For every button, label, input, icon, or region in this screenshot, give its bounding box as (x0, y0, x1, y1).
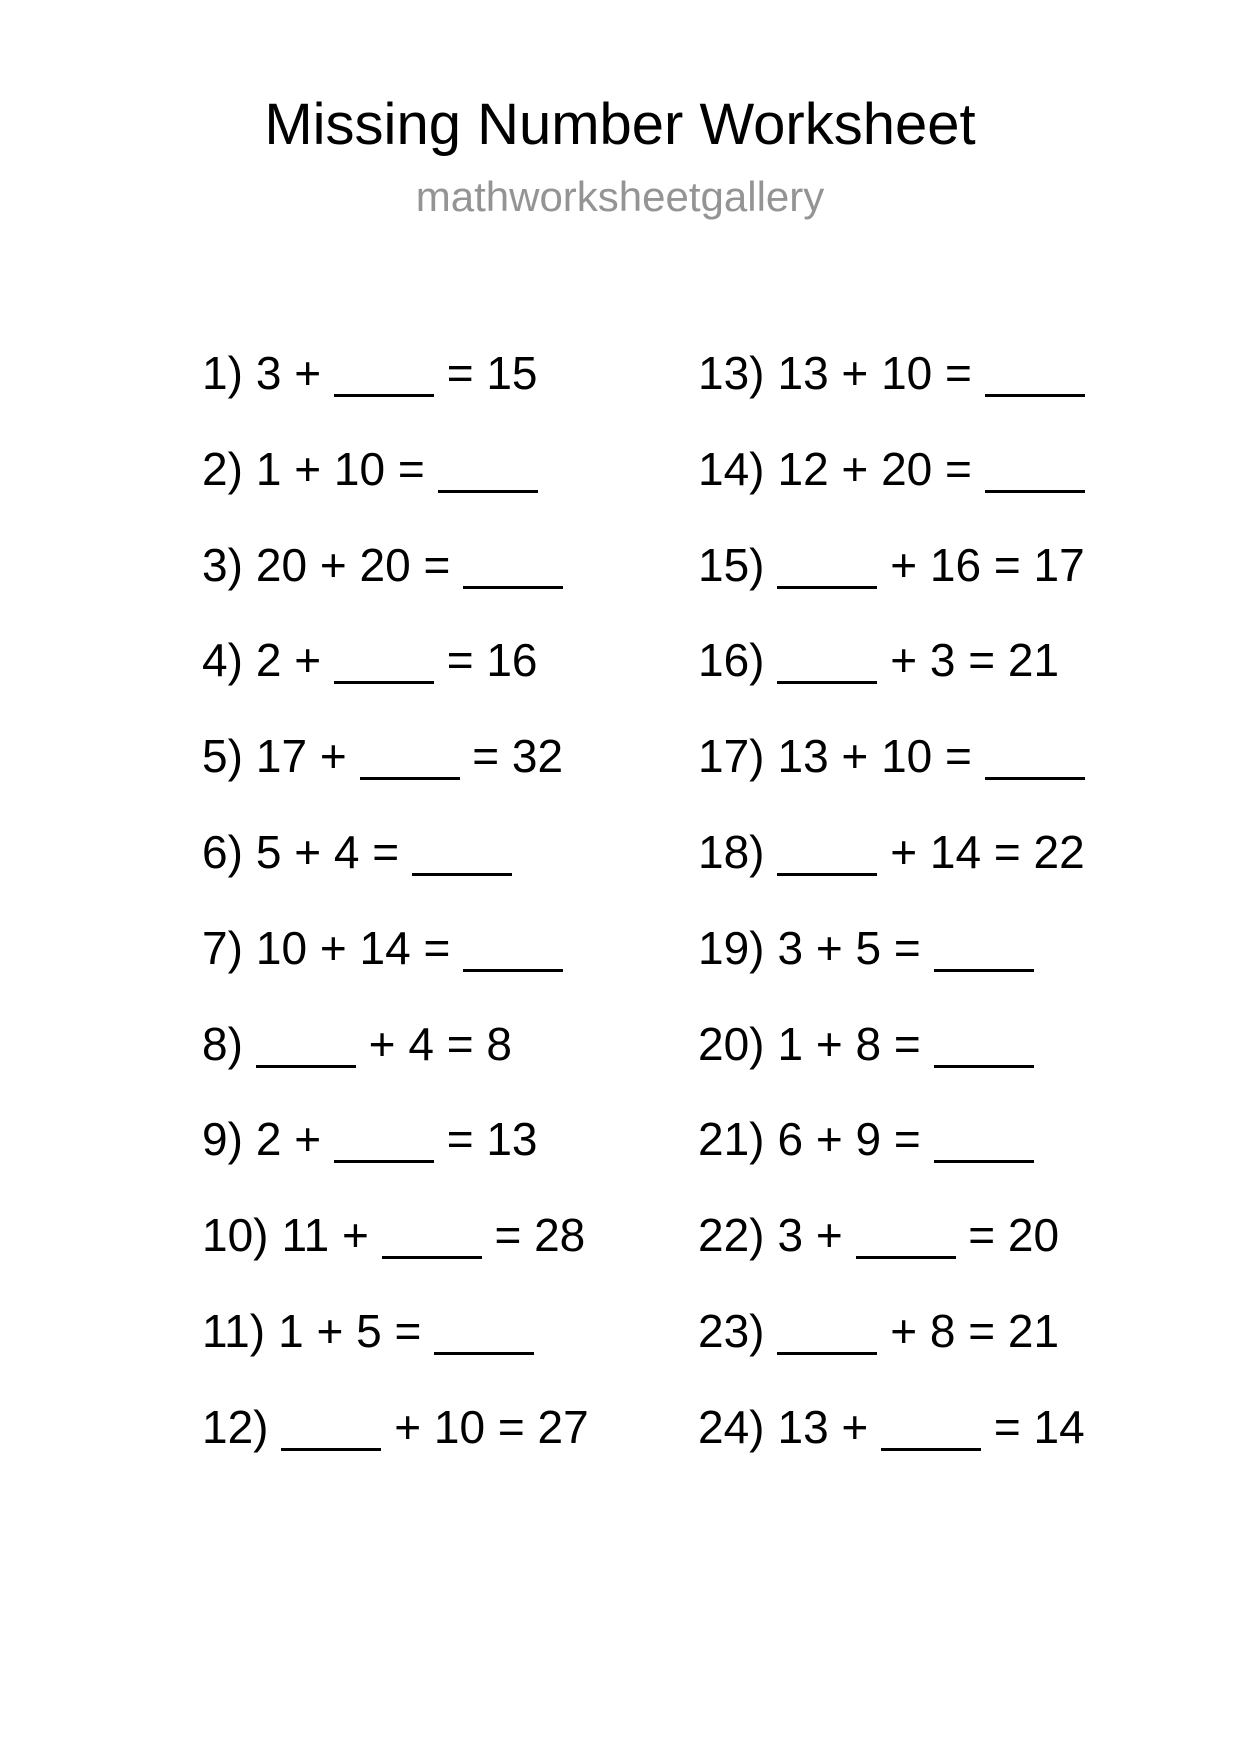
problem-after-text: = 28 (481, 1209, 586, 1262)
problem-row (698, 326, 1238, 422)
problem-row (698, 1284, 1238, 1380)
answer-blank (334, 681, 434, 684)
problem-number: 19) (698, 921, 765, 974)
problem-after-text: = 20 (955, 1209, 1060, 1262)
problem-number: 10) (202, 1209, 269, 1262)
problem-row (698, 518, 1238, 614)
problem-row (202, 1092, 698, 1188)
answer-blank (438, 490, 538, 493)
problem-after-text: = 32 (459, 730, 564, 783)
answer-blank (434, 1352, 534, 1355)
problem-after-text: + 8 = 21 (877, 1304, 1060, 1357)
problem-number: 12) (202, 1400, 269, 1453)
problem-row (202, 422, 698, 518)
problem-number: 14) (698, 442, 765, 495)
problem-number: 1) (202, 347, 243, 399)
problem-before-text: 13 + 10 = (777, 730, 985, 783)
problem-row (698, 1092, 1238, 1188)
problem-after-text: + 4 = 8 (355, 1017, 512, 1070)
problem-number: 16) (698, 634, 765, 687)
problem-number: 22) (698, 1209, 765, 1262)
answer-blank (360, 777, 460, 780)
problem-before-text: 17 + (255, 730, 360, 783)
problem-number: 8) (202, 1017, 243, 1070)
answer-blank (777, 586, 877, 589)
problem-before-text: 3 + (255, 347, 334, 399)
problem-row (698, 997, 1238, 1093)
problem-row (698, 613, 1238, 709)
problem-row (202, 518, 698, 614)
problem-number: 9) (202, 1113, 243, 1166)
problem-row (698, 805, 1238, 901)
problem-number: 23) (698, 1304, 765, 1357)
problem-before-text: 1 + 5 = (278, 1304, 435, 1357)
problem-number: 15) (698, 538, 765, 591)
problem-after-text: = 14 (981, 1400, 1085, 1453)
problem-after-text: = 13 (433, 1113, 538, 1166)
problem-row (202, 326, 698, 422)
problem-after-text: + 10 = 27 (381, 1400, 589, 1453)
answer-blank (334, 1160, 434, 1163)
problem-row (698, 709, 1238, 805)
answer-blank (985, 777, 1085, 780)
problem-before-text: 3 + 5 = (777, 921, 934, 974)
answer-blank (881, 1448, 981, 1451)
problem-row (698, 1380, 1238, 1476)
problem-before-text: 2 + (255, 1113, 334, 1166)
problem-number: 6) (202, 825, 243, 878)
problem-before-text: 20 + 20 = (255, 538, 464, 591)
answer-blank (334, 394, 434, 397)
problem-before-text: 10 + 14 = (255, 921, 464, 974)
problem-number: 24) (698, 1400, 765, 1453)
answer-blank (463, 969, 563, 972)
problem-row (202, 1380, 698, 1476)
problem-row (698, 422, 1238, 518)
problem-before-text: 12 + 20 = (777, 442, 985, 495)
page-title: Missing Number Worksheet (264, 92, 976, 157)
answer-blank (985, 394, 1085, 397)
problem-row (202, 997, 698, 1093)
problem-number: 5) (202, 730, 243, 783)
problem-number: 13) (698, 347, 765, 399)
answer-blank (463, 586, 563, 589)
problem-before-text: 5 + 4 = (255, 825, 412, 878)
problem-number: 20) (698, 1017, 765, 1070)
problem-number: 11) (202, 1304, 266, 1357)
answer-blank (412, 873, 512, 876)
problem-number: 4) (202, 634, 243, 687)
answer-blank (281, 1448, 381, 1451)
answer-blank (777, 873, 877, 876)
problem-before-text: 6 + 9 = (777, 1113, 934, 1166)
answer-blank (934, 1065, 1034, 1068)
answer-blank (777, 681, 877, 684)
problem-after-text: = 15 (433, 347, 538, 399)
answer-blank (856, 1256, 956, 1259)
problem-after-text: + 3 = 21 (877, 634, 1060, 687)
problems-column-left (202, 326, 698, 1476)
problem-number: 18) (698, 825, 765, 878)
problem-after-text: + 14 = 22 (877, 825, 1085, 878)
problem-row (202, 1284, 698, 1380)
problem-before-text: 13 + (777, 1400, 882, 1453)
problem-before-text: 11 + (281, 1209, 382, 1262)
problem-before-text: 3 + (777, 1209, 856, 1262)
problem-before-text: 1 + 10 = (255, 442, 438, 495)
problem-after-text: = 16 (433, 634, 538, 687)
problem-before-text: 2 + (255, 634, 334, 687)
answer-blank (934, 1160, 1034, 1163)
problem-row (202, 805, 698, 901)
page-subtitle: mathworksheetgallery (415, 173, 825, 220)
problem-row (698, 901, 1238, 997)
problem-number: 17) (698, 730, 765, 783)
problem-row (202, 709, 698, 805)
problem-row (202, 1188, 698, 1284)
problem-row (202, 901, 698, 997)
answer-blank (985, 490, 1085, 493)
problem-number: 21) (698, 1113, 765, 1166)
problem-number: 3) (202, 538, 243, 591)
answer-blank (934, 969, 1034, 972)
problem-before-text: 13 + 10 = (777, 347, 985, 399)
problem-after-text: + 16 = 17 (877, 538, 1085, 591)
answer-blank (256, 1065, 356, 1068)
problem-number: 2) (202, 442, 243, 495)
answer-blank (382, 1256, 482, 1259)
problem-row (698, 1188, 1238, 1284)
problems-column-right (698, 326, 1238, 1476)
answer-blank (777, 1352, 877, 1355)
problem-before-text: 1 + 8 = (777, 1017, 934, 1070)
problem-row (202, 613, 698, 709)
problem-number: 7) (202, 921, 243, 974)
